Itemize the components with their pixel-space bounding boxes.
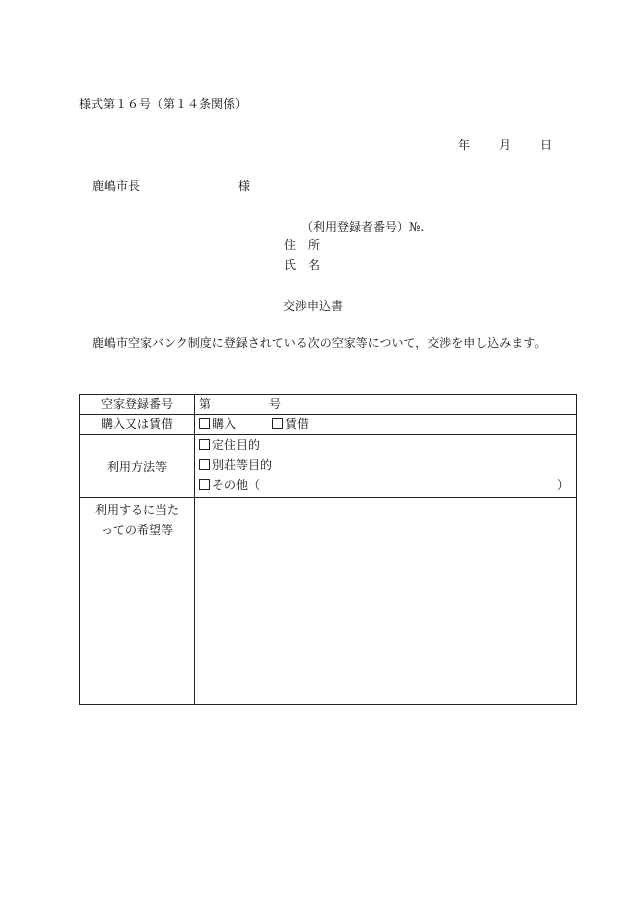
purchase-or-lease-field (195, 415, 577, 435)
lease-option-label: 賃借 (285, 417, 310, 431)
addressee-name: 鹿嶋市長 (92, 179, 141, 193)
date-year-label: 年 (458, 138, 471, 152)
label-wishes-line1: 利用するに当た (94, 503, 179, 517)
other-option-close-paren: ） (556, 478, 569, 492)
table-row-wishes (80, 498, 577, 705)
table-row-registration-number (80, 395, 577, 415)
residence-option-label: 定住目的 (212, 438, 261, 452)
form-number: 様式第１６号（第１４条関係） (79, 97, 248, 111)
addressee-honorific: 様 (238, 179, 251, 193)
villa-checkbox[interactable] (199, 459, 210, 470)
label-purchase-or-lease: 購入又は賃借 (80, 415, 195, 435)
applicant-name-label: 氏 名 (284, 258, 321, 272)
date-day-label: 日 (540, 138, 553, 152)
table-row-usage-method (80, 435, 577, 498)
date-month-label: 月 (499, 138, 512, 152)
purchase-option-label: 購入 (212, 417, 237, 431)
document-body: 鹿嶋市空家バンク制度に登録されている次の空家等について，交渉を申し込みます。 (92, 336, 547, 350)
document-title: 交渉申込書 (283, 299, 344, 313)
purchase-checkbox[interactable] (199, 418, 210, 429)
wishes-field[interactable] (195, 498, 577, 705)
application-table (79, 394, 577, 705)
usage-method-field (195, 435, 577, 498)
lease-checkbox[interactable] (272, 418, 283, 429)
label-wishes-line2: っての希望等 (100, 523, 173, 537)
residence-checkbox[interactable] (199, 439, 210, 450)
label-usage-method: 利用方法等 (80, 435, 195, 498)
applicant-registration-number-label: （利用登録者番号）№. (301, 220, 425, 234)
label-wishes (80, 498, 195, 705)
applicant-address-label: 住 所 (284, 238, 321, 252)
label-registration-number: 空家登録番号 (80, 395, 195, 415)
registration-number-field[interactable] (195, 395, 577, 415)
table-row-purchase-or-lease (80, 415, 577, 435)
other-checkbox[interactable] (199, 479, 210, 490)
villa-option-label: 別荘等目的 (212, 458, 273, 472)
other-option-label: その他（ (212, 478, 261, 492)
registration-number-prefix: 第 (199, 397, 212, 411)
registration-number-suffix: 号 (269, 397, 282, 411)
